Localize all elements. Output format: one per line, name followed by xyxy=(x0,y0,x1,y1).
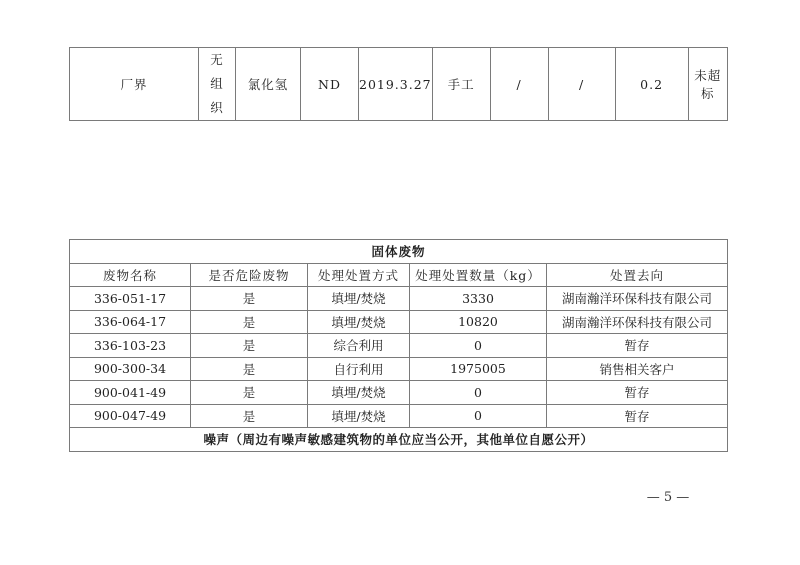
cell-waste-name: 336-051-17 xyxy=(70,287,191,311)
cell-disposal-method: 填埋/焚烧 xyxy=(308,381,410,405)
cell-type-text: 无组织 xyxy=(210,52,224,115)
cell-type xyxy=(199,48,236,121)
cell-detected: ND xyxy=(301,48,359,121)
table-row xyxy=(70,334,728,358)
table-row xyxy=(70,287,728,311)
cell-disposal-method: 自行利用 xyxy=(308,357,410,381)
noise-section-heading: 噪声（周边有噪声敏感建筑物的单位应当公开，其他单位自愿公开） xyxy=(70,428,728,452)
cell-col8: / xyxy=(548,48,615,121)
solid-waste-table xyxy=(69,239,728,452)
cell-is-hazardous: 是 xyxy=(191,287,308,311)
cell-disposal-destination: 暂存 xyxy=(547,334,728,358)
cell-col7: / xyxy=(490,48,548,121)
cell-disposal-method: 填埋/焚烧 xyxy=(308,310,410,334)
header-is-hazardous: 是否危险废物 xyxy=(191,263,308,287)
cell-waste-name: 336-064-17 xyxy=(70,310,191,334)
cell-pollutant: 氯化氢 xyxy=(236,48,301,121)
cell-disposal-amount: 3330 xyxy=(410,287,547,311)
header-waste-name: 废物名称 xyxy=(70,263,191,287)
cell-disposal-destination: 湖南瀚洋环保科技有限公司 xyxy=(547,310,728,334)
cell-disposal-method: 填埋/焚烧 xyxy=(308,404,410,428)
cell-date: 2019.3.27 xyxy=(359,48,433,121)
table-title-row xyxy=(70,240,728,264)
cell-disposal-amount: 10820 xyxy=(410,310,547,334)
header-disposal-destination: 处置去向 xyxy=(547,263,728,287)
cell-waste-name: 336-103-23 xyxy=(70,334,191,358)
cell-is-hazardous: 是 xyxy=(191,357,308,381)
header-disposal-method: 处理处置方式 xyxy=(308,263,410,287)
cell-disposal-amount: 0 xyxy=(410,381,547,405)
cell-value: 0.2 xyxy=(615,48,688,121)
cell-is-hazardous: 是 xyxy=(191,404,308,428)
emission-table xyxy=(69,47,728,121)
cell-method: 手工 xyxy=(432,48,490,121)
table-header-row xyxy=(70,263,728,287)
cell-disposal-amount: 1975005 xyxy=(410,357,547,381)
cell-is-hazardous: 是 xyxy=(191,381,308,405)
header-disposal-amount: 处理处置数量（kg） xyxy=(410,263,547,287)
noise-row xyxy=(70,428,728,452)
table-row xyxy=(70,381,728,405)
cell-result: 未超标 xyxy=(688,48,727,121)
table-row xyxy=(70,357,728,381)
table-title: 固体废物 xyxy=(70,240,728,264)
cell-disposal-destination: 湖南瀚洋环保科技有限公司 xyxy=(547,287,728,311)
cell-disposal-destination: 暂存 xyxy=(547,404,728,428)
table-row xyxy=(70,310,728,334)
cell-waste-name: 900-300-34 xyxy=(70,357,191,381)
table-row xyxy=(70,48,728,121)
cell-is-hazardous: 是 xyxy=(191,310,308,334)
table-row xyxy=(70,404,728,428)
cell-waste-name: 900-041-49 xyxy=(70,381,191,405)
cell-disposal-amount: 0 xyxy=(410,404,547,428)
cell-disposal-method: 综合利用 xyxy=(308,334,410,358)
cell-disposal-amount: 0 xyxy=(410,334,547,358)
cell-is-hazardous: 是 xyxy=(191,334,308,358)
cell-disposal-destination: 暂存 xyxy=(547,381,728,405)
cell-location: 厂界 xyxy=(70,48,199,121)
cell-waste-name: 900-047-49 xyxy=(70,404,191,428)
page-number: — 5 — xyxy=(646,490,690,505)
cell-disposal-method: 填埋/焚烧 xyxy=(308,287,410,311)
cell-disposal-destination: 销售相关客户 xyxy=(547,357,728,381)
